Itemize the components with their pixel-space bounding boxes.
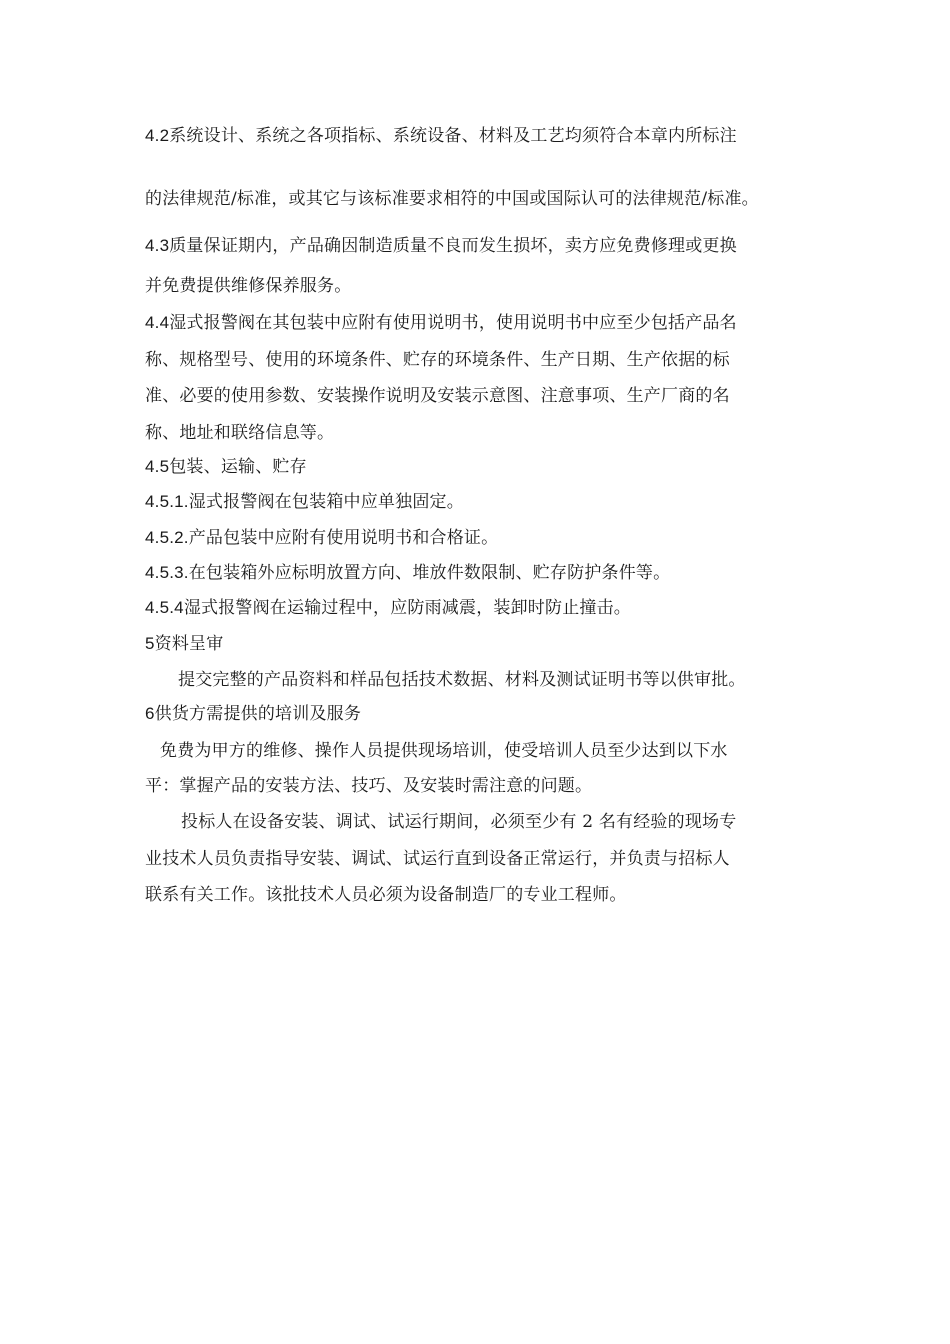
line-text: 投标人在设备安装、调试、试运行期间，必须至少有 2 名有经验的现场专	[181, 812, 737, 832]
line-text: 平：掌握产品的安装方法、技巧、及安装时需注意的问题。	[145, 776, 593, 796]
line-text: 包装、运输、贮存	[169, 457, 307, 477]
section-number: 5	[145, 634, 155, 653]
section-number: 4.5	[145, 457, 170, 476]
line-text: 提交完整的产品资料和样品包括技术数据、材料及测试证明书等以供审批。	[178, 670, 746, 690]
paragraph-6b-line-3	[145, 883, 815, 907]
line-text: 供货方需提供的培训及服务	[154, 704, 362, 724]
paragraph-4-3-line-1	[145, 234, 815, 258]
line-text: 湿式报警阀在包装箱中应单独固定。	[188, 492, 464, 512]
paragraph-4-4-line-2	[145, 348, 815, 372]
line-text: 联系有关工作。该批技术人员必须为设备制造厂的专业工程师。	[145, 885, 627, 905]
line-text: 准、必要的使用参数、安装操作说明及安装示意图、注意事项、生产厂商的名	[145, 386, 730, 406]
line-text: 称、地址和联络信息等。	[145, 423, 335, 443]
section-number: 4.5.4	[145, 598, 184, 617]
line-text: 湿式报警阀在其包装中应附有使用说明书，使用说明书中应至少包括产品名	[169, 313, 737, 333]
item-4-5-3	[145, 561, 815, 585]
heading-5	[145, 632, 815, 656]
line-text: 在包装箱外应标明放置方向、堆放件数限制、贮存防护条件等。	[188, 563, 671, 583]
line-text: 的法律规范/标准，或其它与该标准要求相符的中国或国际认可的法律规范/标准。	[145, 189, 759, 209]
section-number: 4.3	[145, 236, 170, 255]
paragraph-6b-line-1	[181, 810, 821, 834]
paragraph-4-2-line-1	[145, 124, 815, 148]
paragraph-6-line-1	[160, 739, 810, 763]
heading-4-5	[145, 455, 815, 479]
heading-6	[145, 702, 815, 726]
section-number: 4.2	[145, 126, 170, 145]
line-text: 质量保证期内，产品确因制造质量不良而发生损坏，卖方应免费修理或更换	[169, 236, 737, 256]
paragraph-4-4-line-3	[145, 384, 815, 408]
section-number: 4.5.2.	[145, 528, 189, 547]
item-4-5-1	[145, 490, 815, 514]
item-4-5-4	[145, 596, 815, 620]
paragraph-4-4-line-4	[145, 421, 815, 445]
line-text: 产品包装中应附有使用说明书和合格证。	[188, 528, 499, 548]
paragraph-6b-line-2	[145, 847, 815, 871]
paragraph-5-body	[178, 668, 818, 692]
line-text: 并免费提供维修保养服务。	[145, 276, 352, 296]
line-text: 称、规格型号、使用的环境条件、贮存的环境条件、生产日期、生产依据的标	[145, 350, 730, 370]
paragraph-4-2-line-2	[145, 187, 815, 211]
line-text: 业技术人员负责指导安装、调试、试运行直到设备正常运行，并负责与招标人	[145, 849, 730, 869]
line-text: 资料呈审	[154, 634, 224, 654]
section-number: 4.5.1.	[145, 492, 189, 511]
section-number: 6	[145, 704, 155, 723]
line-text: 系统设计、系统之各项指标、系统设备、材料及工艺均须符合本章内所标注	[169, 126, 737, 146]
section-number: 4.5.3.	[145, 563, 189, 582]
item-4-5-2	[145, 526, 815, 550]
section-number: 4.4	[145, 313, 170, 332]
line-text: 免费为甲方的维修、操作人员提供现场培训，使受培训人员至少达到以下水	[160, 741, 728, 761]
paragraph-4-4-line-1	[145, 311, 815, 335]
paragraph-4-3-line-2	[145, 274, 815, 298]
paragraph-6-line-2	[145, 774, 815, 798]
line-text: 湿式报警阀在运输过程中，应防雨减震，装卸时防止撞击。	[183, 598, 632, 618]
